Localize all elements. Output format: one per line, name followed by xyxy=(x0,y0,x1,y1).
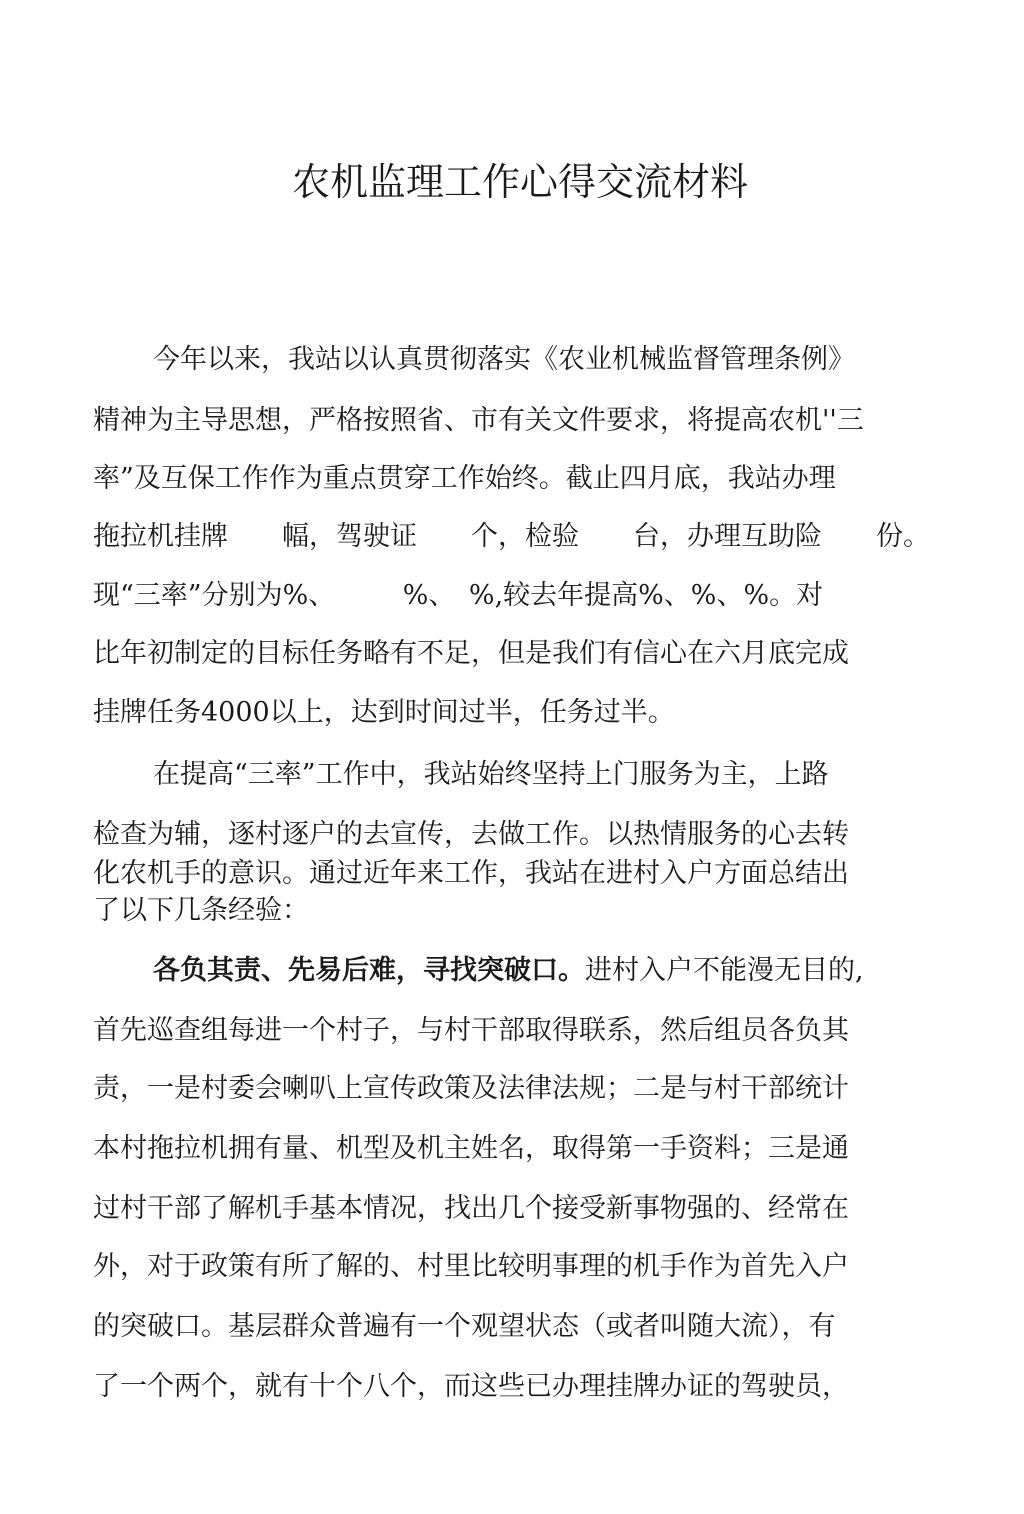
paragraph-1-line-2: 精神为主导思想，严格按照省、市有关文件要求，将提高农机''三 xyxy=(93,405,864,436)
paragraph-3-line-3: 责，一是村委会喇叭上宣传政策及法律法规；二是与村干部统计 xyxy=(93,1073,849,1104)
paragraph-1-line-1: 今年以来，我站以认真贯彻落实《农业机械监督管理条例》 xyxy=(153,344,855,375)
paragraph-3-first-line-rest: 进村入户不能漫无目的, xyxy=(585,955,864,986)
paragraph-1-line-4: 拖拉机挂牌 幅，驾驶证 个，检验 台，办理互助险 份。 xyxy=(93,521,930,552)
paragraph-2-line-4: 了以下几条经验： xyxy=(93,895,309,926)
paragraph-3-line-1 xyxy=(153,953,864,989)
paragraph-1-line-6: 比年初制定的目标任务略有不足，但是我们有信心在六月底完成 xyxy=(93,638,849,669)
paragraph-3-line-8: 了一个两个，就有十个八个，而这些已办理挂牌办证的驾驶员， xyxy=(93,1371,849,1402)
paragraph-1-line-5: 现“三率”分别为%、 %、 %,较去年提高%、%、%。对 xyxy=(93,580,824,611)
paragraph-3-line-7: 的突破口。基层群众普遍有一个观望状态（或者叫随大流），有 xyxy=(93,1311,836,1342)
paragraph-1-line-3: 率”及互保工作作为重点贯穿工作始终。截止四月底，我站办理 xyxy=(93,463,836,494)
paragraph-2-line-1: 在提高“三率”工作中，我站始终坚持上门服务为主，上路 xyxy=(153,759,829,790)
paragraph-1-line-7: 挂牌任务4000以上，达到时间过半，任务过半。 xyxy=(93,697,675,728)
paragraph-3-line-2: 首先巡查组每进一个村子，与村干部取得联系，然后组员各负其 xyxy=(93,1015,849,1046)
paragraph-2-line-3: 化农机手的意识。通过近年来工作，我站在进村入户方面总结出 xyxy=(93,858,849,889)
document-title: 农机监理工作心得交流材料 xyxy=(291,160,748,204)
paragraph-3-line-4: 本村拖拉机拥有量、机型及机主姓名，取得第一手资料；三是通 xyxy=(93,1133,849,1164)
paragraph-3-line-6: 外，对于政策有所了解的、村里比较明事理的机手作为首先入户 xyxy=(93,1251,849,1282)
paragraph-3-line-5: 过村干部了解机手基本情况，找出几个接受新事物强的、经常在 xyxy=(93,1193,849,1224)
paragraph-2-line-2: 检查为辅，逐村逐户的去宣传，去做工作。以热情服务的心去转 xyxy=(93,819,849,850)
paragraph-3-heading: 各负其责、先易后难，寻找突破口。 xyxy=(153,955,585,986)
